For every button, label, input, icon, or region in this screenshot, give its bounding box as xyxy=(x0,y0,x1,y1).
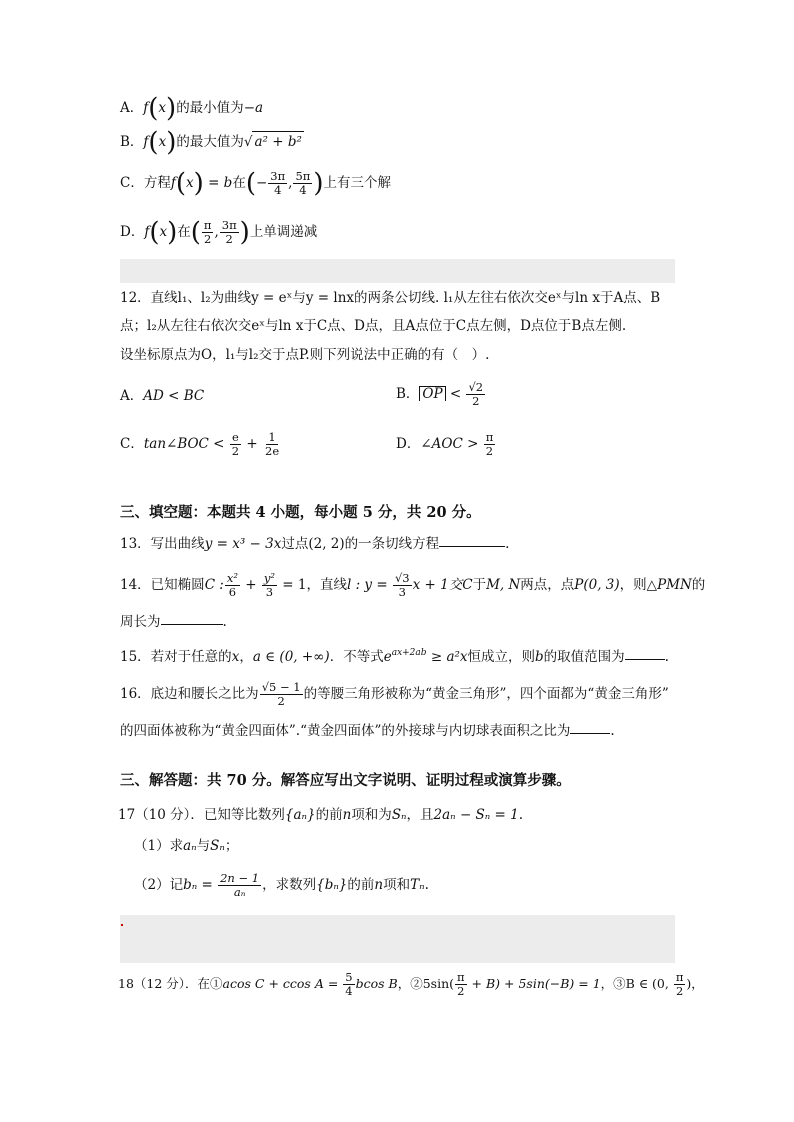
q14-line-2: 周长为 . xyxy=(120,614,227,630)
q15: 15．若对于任意的x，a ∈ (0, +∞)．不等式$e^{ax+2ab} \ge a^2x$恒成立，则b的取值范围为 . xyxy=(120,648,669,665)
q11-option-d: D．f(x)在( $\frac{\pi}{2}$ , $\frac{3\pi}{2}$ )上单调递减 xyxy=(120,217,318,248)
q17-part-2: （2）记bₙ = $\frac{2n - 1}{\text{aₙ}}$ ，求数列{bₙ}的前n项和Tₙ. xyxy=(134,871,429,899)
section-fill-in-title: 三、填空题：本题共 4 小题，每小题 5 分，共 20 分。 xyxy=(120,504,481,521)
divider-band-2 xyxy=(120,915,675,963)
q12-option-d: D．∠AOC > $\frac{\pi}{2}$ xyxy=(396,430,494,458)
q12-line-1: 12．直线l₁、l₂为曲线y = eˣ与y = lnx的两条公切线. l₁从左往右依次交eˣ与ln x于A点、B xyxy=(120,290,661,306)
q12-option-b: B． OP < $\frac{√2}{2}$ xyxy=(396,380,484,408)
q12-option-a: A．AD < BC xyxy=(120,388,205,404)
q16-line-2: 的四面体被称为“黄金四面体”.“黄金四面体”的外接球与内切球表面积之比为 . xyxy=(120,723,615,739)
q12-option-c: C．tan∠BOC < $\frac{e}{2}$ + $\frac{1}{2e}$ xyxy=(120,430,280,458)
q11-option-a: A．f(x)的最小值为−a xyxy=(120,93,264,124)
q17-part-1: （1）求aₙ与Sₙ； xyxy=(134,838,239,854)
q11-option-c: C．方程f(x) = b在(− $\frac{3\pi}{4}$ , $\frac{5\pi}{4}$ )上有三个解 xyxy=(120,168,391,199)
section-solutions-title: 三、解答题：共 70 分。解答应写出文字说明、证明过程或演算步骤。 xyxy=(120,772,571,789)
q13: 13．写出曲线y = x³ − 3x过点(2, 2)的一条切线方程 . xyxy=(120,536,510,552)
q12-line-2: 点；l₂从左往右依次交eˣ与ln x于C点、D点，且A点位于C点左侧，D点位于B点左侧. xyxy=(120,318,627,334)
q12-line-3: 设坐标原点为O，l₁与l₂交于点P.则下列说法中正确的有（ ）. xyxy=(120,347,490,363)
q11-option-b: B．f(x)的最大值为√ a² + b² xyxy=(120,127,302,158)
q16-line-1: 16．底边和腰长之比为 $\frac{√5 - 1}{2}$ 的等腰三角形被称为“黄金三角形”，四个面都为“黄金三角形” xyxy=(120,680,669,708)
q14-line-1: 14．已知椭圆C : $\frac{\text{x²}}{6}$ + $\frac{\text{y²}}{3}$ = 1，直线l : y = $\frac{√3}{3}$ x + 1交C于M, N两点，点P(0, 3)，则△PMN的 xyxy=(120,571,706,599)
divider-band xyxy=(120,259,675,283)
red-dot-mark xyxy=(121,924,123,926)
q18: 18（12 分）．在①acos C + ccos A = $\frac{5}{4}$ bcos B，②5sin( $\frac{\pi}{2}$ + B) + 5sin(−B) = 1，③B ∈ (0, $\frac{\pi}{2}$ )， xyxy=(118,970,704,998)
q17: 17（10 分）．已知等比数列{aₙ}的前n项和为Sₙ，且2aₙ − Sₙ = 1. xyxy=(118,807,524,823)
